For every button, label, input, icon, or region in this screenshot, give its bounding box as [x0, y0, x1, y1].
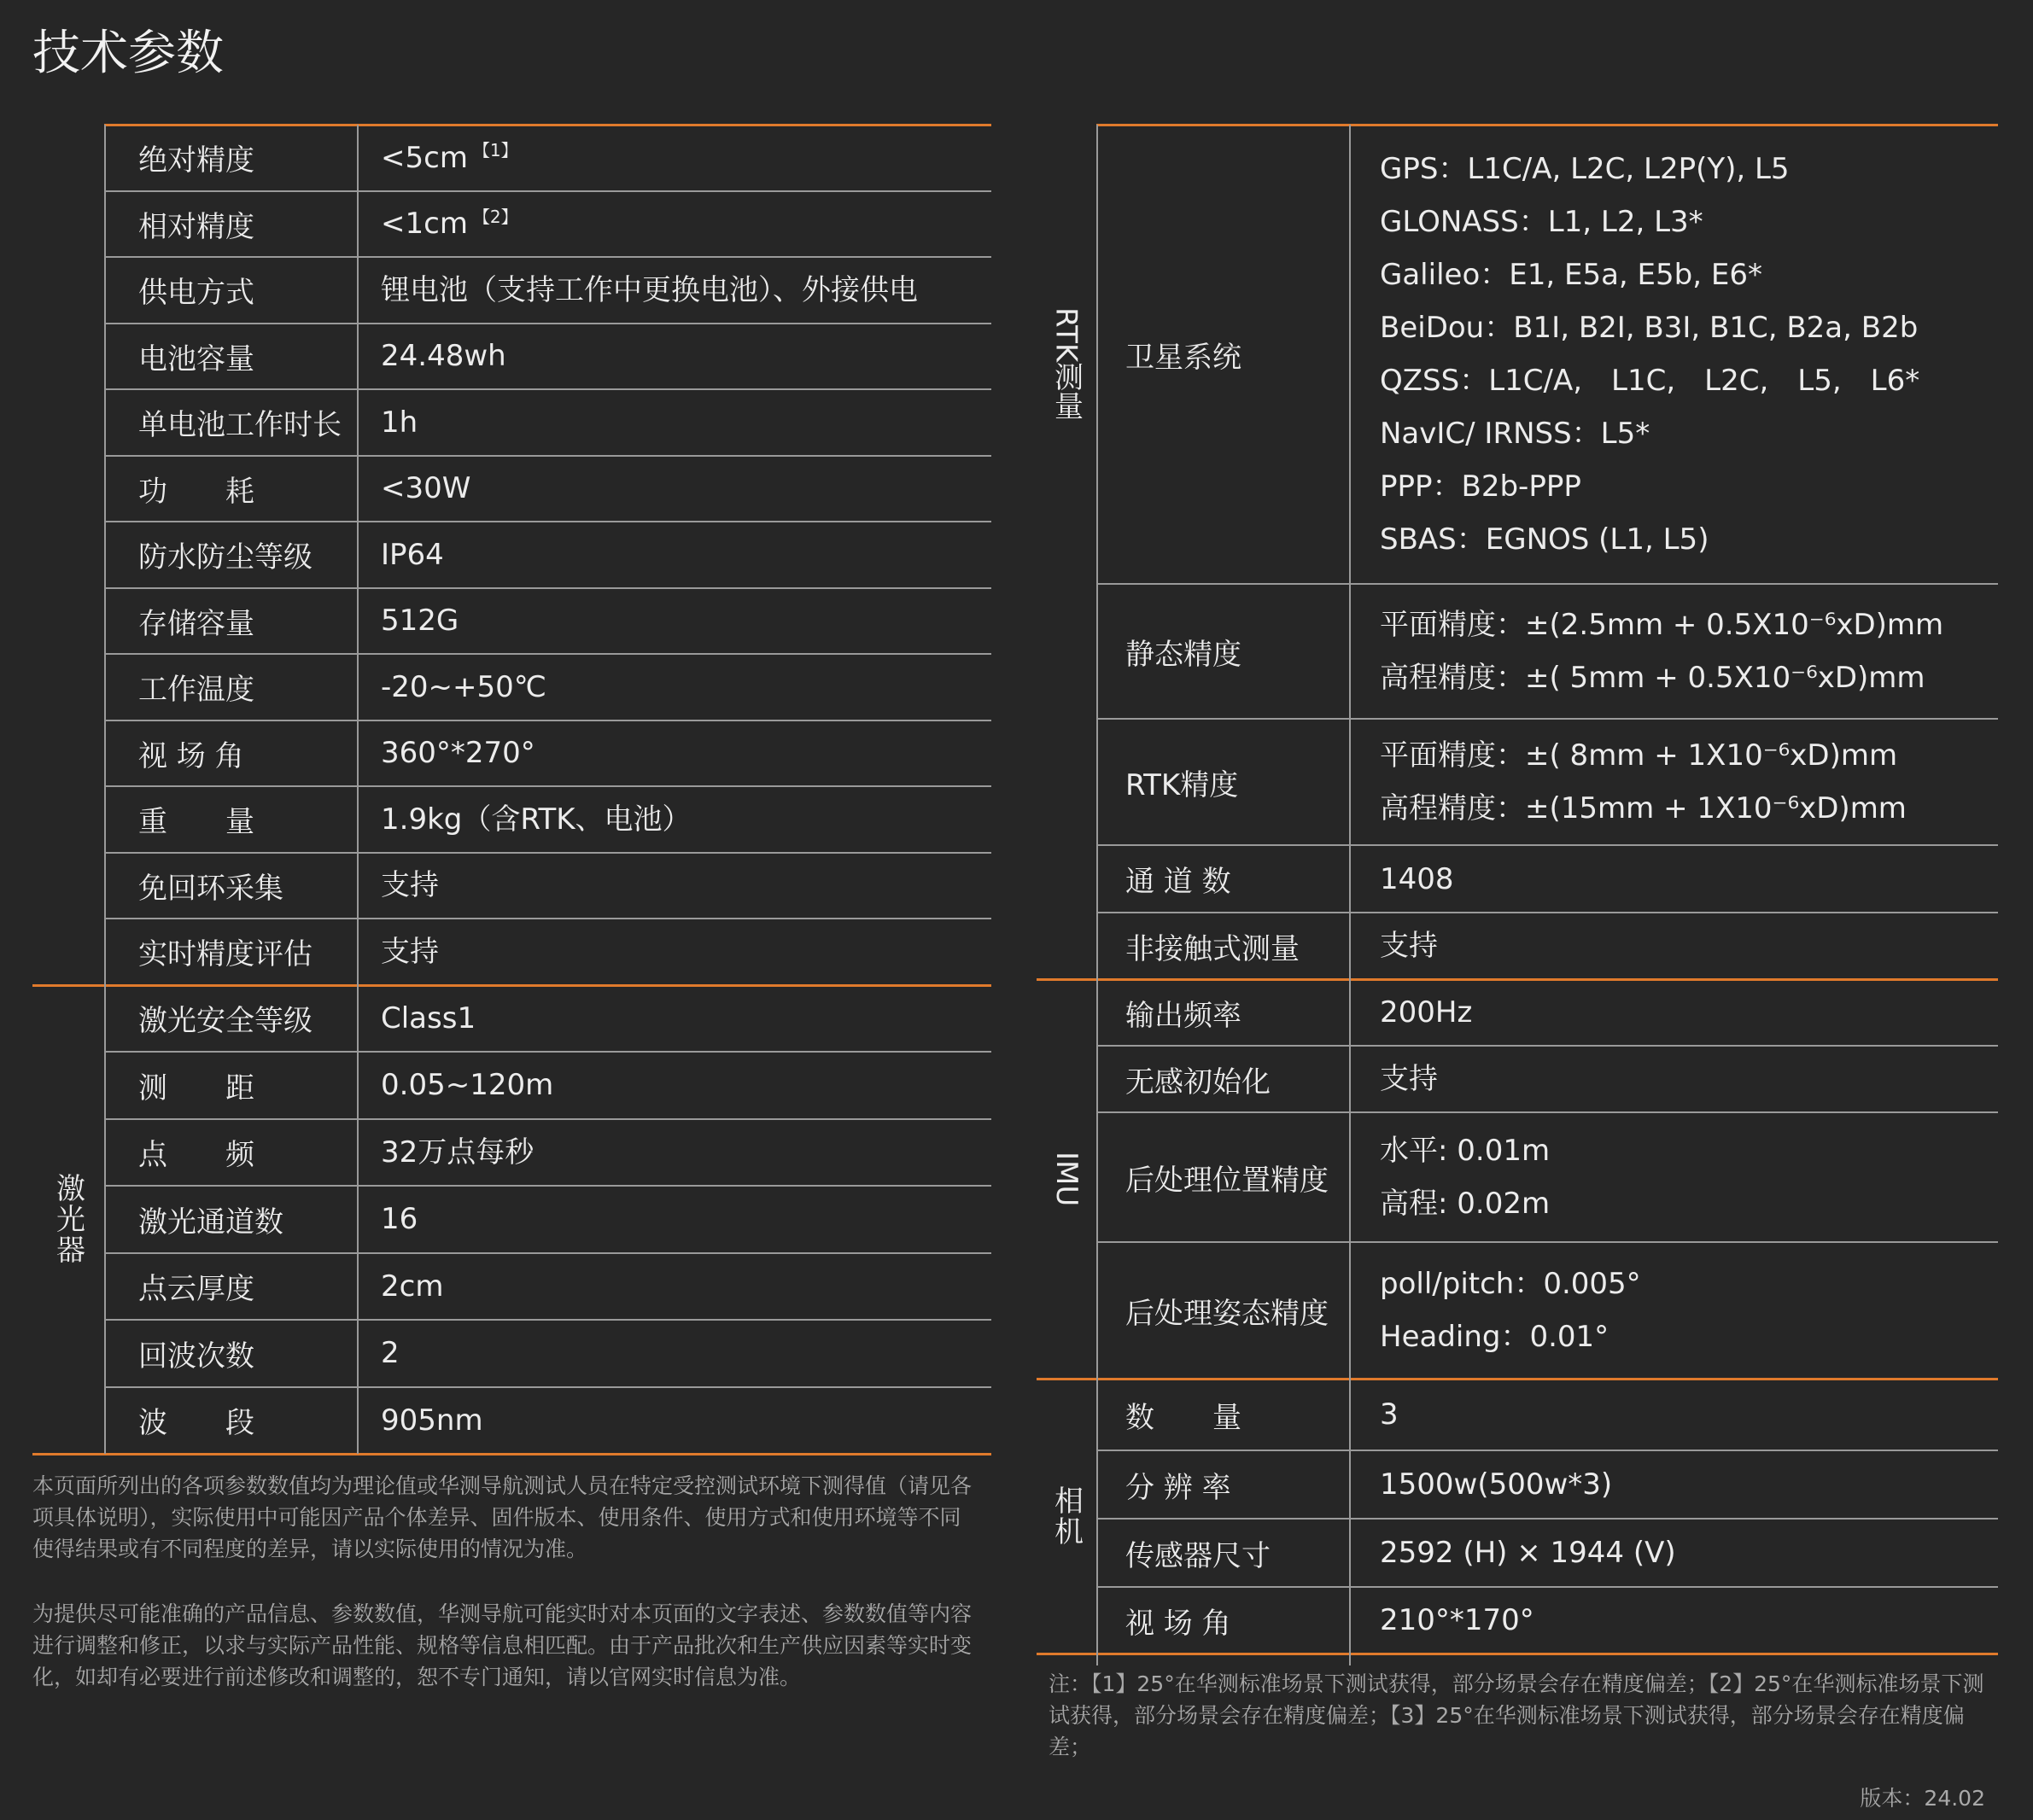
spec-value-text: 0.05~120m — [381, 1068, 554, 1103]
spec-value-line — [381, 1059, 553, 1111]
spec-value-line — [381, 197, 518, 250]
spec-label: 输出频率 — [1125, 998, 1241, 1033]
spec-label: 绝对精度 — [138, 143, 254, 178]
spec-label: 电池容量 — [138, 341, 254, 376]
spec-value — [381, 985, 476, 1053]
spec-label: 重 量 — [138, 805, 254, 840]
spec-value-line: 平面精度：±( 8mm + 1X10⁻⁶xD)mm — [1380, 738, 1898, 773]
spec-row — [1037, 913, 1998, 979]
spec-value — [381, 654, 546, 720]
spec-value — [381, 191, 518, 258]
spec-value-line — [381, 462, 470, 515]
spec-label: 点云厚度 — [138, 1272, 254, 1307]
group-label-rtk: RTK测量 — [1049, 306, 1084, 421]
spec-value-line: NavIC/ IRNSS：L5* — [1380, 417, 1650, 451]
spec-value — [381, 588, 459, 655]
spec-value-line: 3 — [1380, 1397, 1399, 1432]
spec-row — [1037, 125, 1998, 584]
spec-row — [32, 125, 991, 191]
spec-value — [1380, 1046, 1438, 1112]
spec-row — [32, 1052, 991, 1119]
spec-label: 数 量 — [1125, 1400, 1241, 1435]
spec-value-text: 支持 — [381, 934, 439, 969]
spec-value-line: 高程精度：±(15mm + 1X10⁻⁶xD)mm — [1380, 791, 1907, 825]
spec-value — [381, 389, 418, 456]
spec-value — [381, 125, 518, 191]
spec-value-line: QZSS：L1C/A, L1C, L2C, L5, L6* — [1380, 364, 1920, 398]
spec-row — [32, 324, 991, 390]
spec-value-text: Class1 — [381, 1000, 476, 1035]
spec-value-text: 1.9kg（含RTK、电池） — [381, 802, 692, 837]
spec-row — [32, 654, 991, 720]
group-label-imu: IMU — [1049, 1151, 1084, 1207]
spec-value-text: 32万点每秒 — [381, 1135, 535, 1170]
spec-value — [1380, 584, 1943, 719]
spec-row — [32, 1119, 991, 1187]
spec-value-line: 平面精度：±(2.5mm + 0.5X10⁻⁶xD)mm — [1380, 608, 1944, 642]
spec-row — [32, 720, 991, 787]
spec-value-line: poll/pitch：0.005° — [1380, 1267, 1641, 1301]
spec-value — [381, 522, 444, 588]
spec-row — [1037, 1046, 1998, 1112]
spec-row — [32, 786, 991, 853]
spec-row — [32, 257, 991, 324]
spec-value-line — [381, 1327, 400, 1380]
spec-value — [381, 456, 470, 522]
spec-label: 传感器尺寸 — [1125, 1538, 1271, 1573]
spec-label: 实时精度评估 — [138, 937, 313, 972]
spec-row — [32, 389, 991, 456]
spec-value — [381, 1320, 400, 1387]
spec-value — [1380, 1519, 1676, 1587]
spec-value-line — [381, 1193, 418, 1245]
spec-value — [381, 1052, 553, 1119]
spec-row — [32, 1320, 991, 1387]
spec-value-text: <1cm — [381, 207, 468, 242]
spec-value-line — [381, 330, 506, 382]
group-label-camera: 相机 — [1049, 1485, 1084, 1547]
spec-row — [1037, 1519, 1998, 1587]
spec-value-line — [381, 528, 444, 581]
spec-label: 无感初始化 — [1125, 1065, 1271, 1100]
spec-value-line — [381, 925, 439, 978]
spec-value — [1380, 1450, 1612, 1519]
footnote-marker: 【2】 — [472, 206, 518, 227]
footnote: 注：【1】25°在华测标准场景下测试获得，部分场景会存在精度偏差；【2】25°在华测标准场景下测试获得，部分场景会存在精度偏差；【3】25°在华测标准场景下测试获得，部分场景会存在精度偏差； — [1049, 1671, 1984, 1759]
disclaimer-paragraph-1: 本页面所列出的各项参数数值均为理论值或华测导航测试人员在特定受控测试环境下测得值（请见各项具体说明），实际使用中可能因产品个体差异、固件版本、使用条件、使用方式和使用环境等不同使得结果或有不同程度的差异，请以实际使用的情况为准。 — [32, 1473, 973, 1561]
spec-row — [32, 191, 991, 258]
spec-value — [1380, 1112, 1550, 1242]
spec-row — [1037, 1242, 1998, 1379]
spec-value-text: IP64 — [381, 537, 444, 572]
spec-value-line: GPS：L1C/A, L2C, L2P(Y), L5 — [1380, 152, 1790, 186]
spec-row — [1037, 845, 1998, 913]
spec-value-line — [381, 1394, 483, 1447]
spec-value-text: 360°*270° — [381, 736, 535, 771]
spec-label: 通 道 数 — [1125, 865, 1231, 899]
group-label-laser: 激光器 — [50, 1173, 85, 1266]
spec-label: 单电池工作时长 — [138, 408, 342, 443]
spec-label: 存储容量 — [138, 606, 254, 641]
spec-value-line: 200Hz — [1380, 995, 1473, 1030]
spec-label: 相对精度 — [138, 209, 254, 244]
spec-value-line: GLONASS：L1, L2, L3* — [1380, 205, 1703, 239]
spec-label: 非接触式测量 — [1125, 931, 1300, 966]
spec-row — [1037, 584, 1998, 719]
spec-row — [32, 985, 991, 1053]
spec-value — [1380, 845, 1454, 913]
spec-value-line: 2592 (H) × 1944 (V) — [1380, 1536, 1676, 1570]
spec-label: 分 辨 率 — [1125, 1470, 1231, 1505]
spec-value-text: 512G — [381, 604, 459, 639]
spec-row — [1037, 1112, 1998, 1242]
spec-label: 供电方式 — [138, 276, 254, 311]
spec-row — [32, 1387, 991, 1455]
spec-value-line — [381, 396, 418, 449]
spec-value-line: 1500w(500w*3) — [1380, 1467, 1613, 1502]
spec-value-line — [381, 661, 546, 714]
spec-value-line: Galileo：E1, E5a, E5b, E6* — [1380, 258, 1762, 292]
spec-row — [32, 456, 991, 522]
spec-label: 工作温度 — [138, 673, 254, 708]
spec-value-line: 高程: 0.02m — [1380, 1187, 1551, 1221]
spec-value — [1380, 719, 1907, 845]
right-spec-table — [1037, 125, 1998, 1661]
spec-value-line: 支持 — [1380, 929, 1438, 963]
spec-value-text: 16 — [381, 1202, 418, 1237]
spec-value — [381, 257, 918, 324]
spec-label: RTK精度 — [1125, 767, 1239, 802]
spec-value-text: 24.48wh — [381, 339, 506, 374]
spec-label: 激光通道数 — [138, 1205, 283, 1240]
spec-value — [381, 853, 439, 919]
spec-value-line — [381, 726, 535, 779]
spec-value-line: 支持 — [1380, 1062, 1438, 1096]
spec-label: 功 耗 — [138, 474, 254, 509]
spec-value-line — [381, 594, 459, 647]
spec-label: 激光安全等级 — [138, 1004, 313, 1039]
spec-row — [32, 853, 991, 919]
spec-value-text: 2 — [381, 1336, 400, 1371]
page-title: 技术参数 — [32, 26, 224, 81]
spec-row — [32, 588, 991, 655]
spec-value-text: <30W — [381, 471, 471, 506]
spec-value — [381, 720, 535, 787]
spec-value-line — [381, 264, 918, 317]
spec-value-line — [381, 1260, 443, 1313]
spec-row — [1037, 719, 1998, 845]
spec-value — [1380, 125, 1919, 584]
spec-label: 免回环采集 — [138, 871, 283, 906]
spec-value-line — [381, 131, 518, 184]
spec-label: 波 段 — [138, 1406, 254, 1441]
spec-value-text: 1h — [381, 405, 418, 440]
spec-label: 视 场 角 — [138, 738, 244, 773]
spec-value — [381, 1253, 443, 1321]
version-label: 版本：24.02 — [1860, 1786, 1985, 1811]
spec-value-text: <5cm — [381, 140, 468, 175]
spec-value-line: 高程精度：±( 5mm + 0.5X10⁻⁶xD)mm — [1380, 661, 1925, 695]
spec-value-line: Heading：0.01° — [1380, 1320, 1609, 1354]
spec-row — [32, 919, 991, 985]
spec-value-line: PPP：B2b-PPP — [1380, 470, 1581, 504]
spec-value-line — [381, 859, 439, 912]
footnote-marker: 【1】 — [472, 140, 518, 161]
spec-value-text: 锂电池（支持工作中更换电池）、外接供电 — [381, 272, 918, 307]
spec-value-line: 水平: 0.01m — [1380, 1134, 1551, 1168]
spec-value-line: SBAS：EGNOS (L1, L5) — [1380, 522, 1709, 557]
spec-value — [381, 1119, 534, 1187]
spec-row — [32, 522, 991, 588]
spec-value — [381, 786, 692, 853]
spec-label: 回波次数 — [138, 1339, 254, 1374]
spec-value-line — [381, 992, 476, 1045]
spec-label: 点 频 — [138, 1138, 254, 1173]
spec-value — [1380, 1242, 1641, 1379]
spec-value-text: 支持 — [381, 868, 439, 903]
spec-row — [32, 1186, 991, 1253]
spec-value — [381, 324, 506, 390]
spec-value-line: BeiDou：B1I, B2I, B3I, B1C, B2a, B2b — [1380, 311, 1919, 345]
spec-value — [1380, 913, 1438, 979]
spec-value-line — [381, 1126, 534, 1179]
spec-value — [1380, 979, 1472, 1046]
spec-row — [1037, 1587, 1998, 1654]
spec-label: 后处理位置精度 — [1125, 1163, 1329, 1198]
spec-value — [381, 919, 439, 985]
spec-label: 防水防尘等级 — [138, 540, 313, 575]
spec-label: 测 距 — [138, 1070, 254, 1105]
spec-row — [32, 1253, 991, 1321]
spec-row — [1037, 979, 1998, 1046]
spec-label: 卫星系统 — [1125, 340, 1241, 375]
spec-value-line: 1408 — [1380, 861, 1454, 896]
spec-value-text: 905nm — [381, 1403, 483, 1438]
spec-label: 后处理姿态精度 — [1125, 1296, 1329, 1331]
spec-value — [1380, 1587, 1534, 1654]
disclaimer-paragraph-2: 为提供尽可能准确的产品信息、参数数值，华测导航可能实时对本页面的文字表述、参数数值等内容进行调整和修正，以求与实际产品性能、规格等信息相匹配。由于产品批次和生产供应因素等实时变化，如却有必要进行前述修改和调整的，恕不专门通知，请以官网实时信息为准。 — [32, 1601, 973, 1689]
spec-value-line — [381, 793, 692, 846]
spec-value-text: 2cm — [381, 1269, 444, 1304]
spec-row — [1037, 1450, 1998, 1519]
spec-label: 视 场 角 — [1125, 1606, 1231, 1641]
spec-value — [381, 1387, 483, 1455]
spec-value-text: -20~+50℃ — [381, 669, 546, 704]
spec-row — [1037, 1379, 1998, 1450]
spec-value — [1380, 1379, 1399, 1450]
left-spec-table — [32, 125, 991, 1454]
spec-label: 静态精度 — [1125, 637, 1241, 672]
spec-value-line: 210°*170° — [1380, 1603, 1534, 1637]
spec-value — [381, 1186, 418, 1253]
